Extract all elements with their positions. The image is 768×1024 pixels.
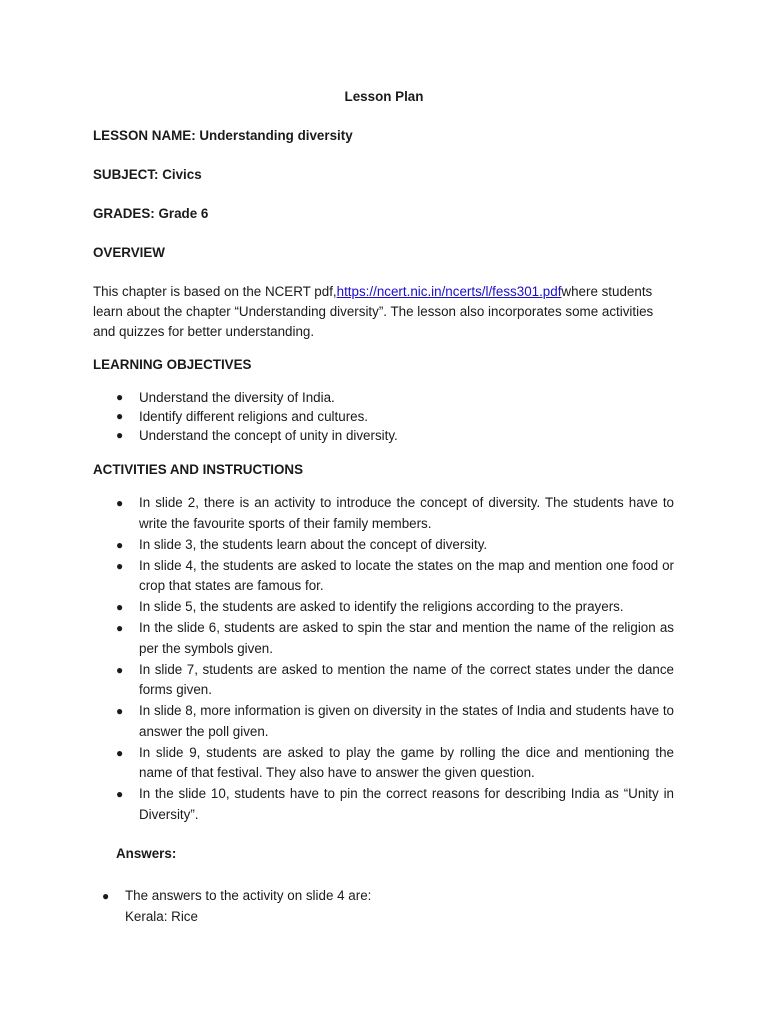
bullet-icon: ● <box>102 889 110 903</box>
activities-list <box>116 493 674 826</box>
bullet-icon: ● <box>116 390 124 404</box>
overview-heading: OVERVIEW <box>93 245 165 260</box>
list-item: ● In slide 3, the students learn about the concept of diversity. <box>139 535 674 556</box>
lesson-name: LESSON NAME: Understanding diversity <box>93 128 353 143</box>
list-item: ● In slide 2, there is an activity to introduce the concept of diversity. The students have to write the favourite sports of their family members. <box>116 495 674 531</box>
list-item <box>102 886 665 927</box>
list-item: ● In the slide 6, students are asked to spin the star and mention the name of the religion as per the symbols given. <box>116 620 674 656</box>
list-item: ● In slide 9, students are asked to play the game by rolling the dice and mentioning the name of that festival. They also have to answer the given question. <box>116 744 674 780</box>
bullet-icon: ● <box>116 704 124 718</box>
ncert-pdf-link[interactable]: https://ncert.nic.in/ncerts/l/fess301.pdf <box>336 284 562 299</box>
bullet-icon: ● <box>116 621 124 635</box>
objectives-heading: LEARNING OBJECTIVES <box>93 357 252 372</box>
bullet-icon: ● <box>116 496 124 510</box>
answers-item: The answers to the activity on slide 4 are: <box>125 888 372 903</box>
subject-line: SUBJECT: Civics <box>93 167 202 182</box>
overview-paragraph <box>93 282 675 342</box>
answers-list <box>102 886 665 927</box>
objectives-list <box>116 388 679 445</box>
activities-heading: ACTIVITIES AND INSTRUCTIONS <box>93 462 304 477</box>
answers-sub: Kerala: Rice <box>125 908 198 924</box>
page-title: Lesson Plan <box>344 89 424 104</box>
bullet-icon: ● <box>116 409 124 423</box>
list-item: ● In slide 7, students are asked to mention the name of the correct states under the dance forms given. <box>116 661 674 697</box>
list-item: ● Understand the concept of unity in diversity. <box>116 428 398 443</box>
bullet-icon: ● <box>116 662 124 677</box>
bullet-icon: ● <box>116 537 124 552</box>
bullet-icon: ● <box>116 558 124 573</box>
list-item: ● In the slide 10, students have to pin the correct reasons for describing India as “Unity in Diversity”. <box>116 786 674 822</box>
list-item: ● Understand the diversity of India. <box>116 390 335 405</box>
list-item: ● In slide 8, more information is given on diversity in the states of India and students have to answer the poll given. <box>116 703 674 739</box>
overview-suffix: where students learn about the chapter “Understanding diversity”. The lesson also incorporates some activities and quizzes for better understanding. <box>93 284 654 339</box>
bullet-icon: ● <box>116 600 124 614</box>
bullet-icon: ● <box>116 787 124 801</box>
overview-prefix: This chapter is based on the NCERT pdf, <box>93 284 337 299</box>
list-item: ● In slide 4, the students are asked to locate the states on the map and mention one food or crop that states are famous for. <box>116 557 674 593</box>
list-item: ● In slide 5, the students are asked to identify the religions according to the prayers. <box>139 597 674 618</box>
list-item: ● Identify different religions and cultures. <box>116 409 369 424</box>
grades-line: GRADES: Grade 6 <box>93 206 209 221</box>
bullet-icon: ● <box>116 428 124 442</box>
answers-heading: Answers: <box>116 846 177 861</box>
bullet-icon: ● <box>116 745 124 760</box>
